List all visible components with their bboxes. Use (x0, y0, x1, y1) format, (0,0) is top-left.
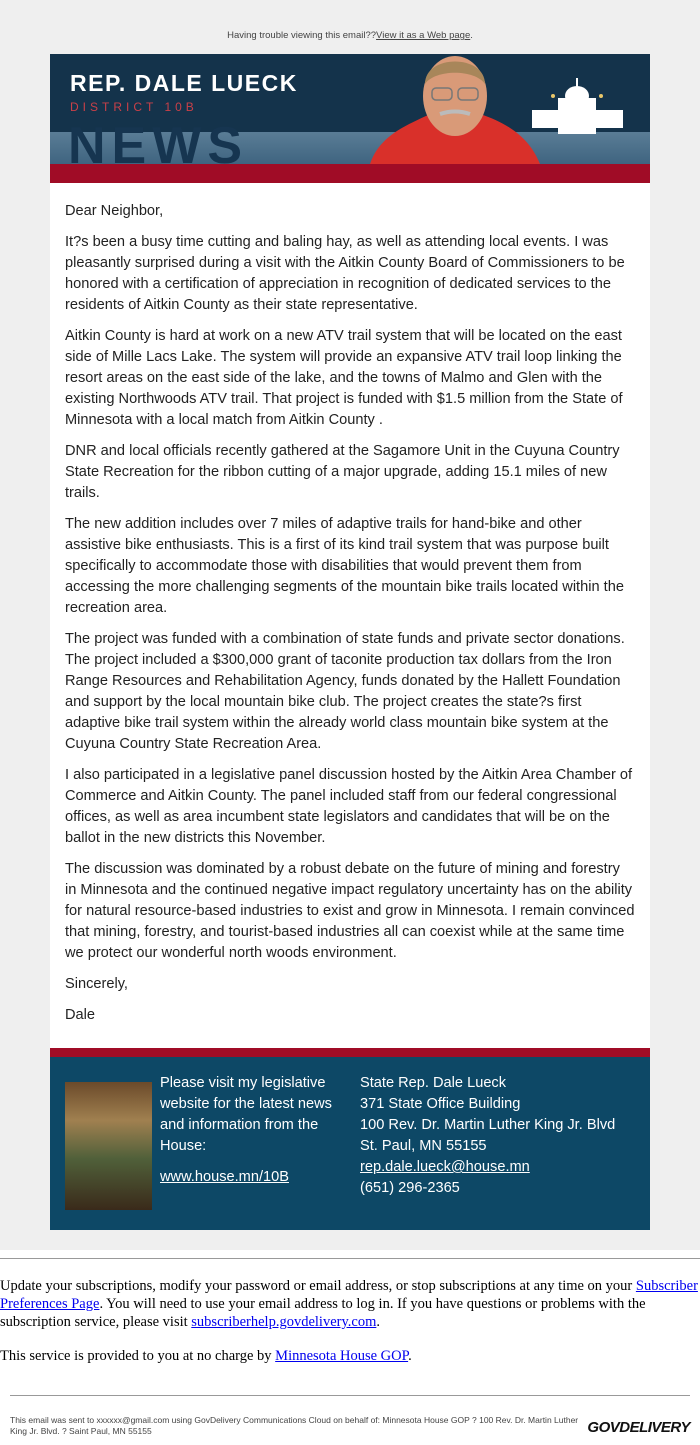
address-line: 100 Rev. Dr. Martin Luther King Jr. Blvd (360, 1117, 616, 1133)
capitol-icon (530, 76, 625, 138)
subscription-footer (0, 1250, 700, 1437)
subscriber-preferences-link[interactable]: Subscriber Preferences Page (0, 1278, 698, 1312)
contact-address (360, 1073, 615, 1210)
newsletter-card (50, 54, 650, 1230)
paragraph: The project was funded with a combination of state funds and private sector donations. The project included a $300,000 grant of taconite production tax dollars from the Iron Range Resources and Rehabilitation Agency, funds donated by the Hallett Foundation and support by the local mountain bike club. The project creates the state?s first adaptive bike trail system within the already world class mountain bike system at the Cuyuna Country State Recreation Area. (65, 631, 625, 752)
text: . You will need to use your email address to log in. If you have questions or problems with the subscription service, please visit (0, 1296, 646, 1330)
govdelivery-logo[interactable]: GOVDELIVERY (587, 1419, 690, 1436)
text: . (376, 1314, 380, 1330)
sent-to-text: This email was sent to xxxxxx@gmail.com using GovDelivery Communications Cloud on behalf of: Minnesota House GOP ? 100 Rev. Dr. Martin Luther King Jr. Blvd. ? Saint Paul, MN 55155 (10, 1415, 579, 1436)
address-line: St. Paul, MN 55155 (360, 1138, 487, 1154)
signature: Dale (65, 1007, 96, 1023)
letter-body (50, 183, 650, 1048)
closing: Sincerely, (65, 976, 128, 992)
text: Update your subscriptions, modify your password or email address, or stop subscriptions at any time on your (0, 1278, 636, 1294)
address-line: State Rep. Dale Lueck (360, 1075, 507, 1091)
preheader-text: Having trouble viewing this email?? (227, 30, 377, 41)
service-text (0, 1347, 700, 1365)
paragraph: It?s been a busy time cutting and baling hay, as well as attending local events. I was pleasantly surprised during a visit with the Aitkin County Board of Commissioners to be honored with a certification of appreciation in recognition of dedicated services to the residents of Aitkin County as their state representative. (65, 234, 625, 313)
email-link[interactable]: rep.dale.lueck@house.mn (360, 1159, 530, 1175)
house-chamber-photo (65, 1082, 152, 1210)
address-line: 371 State Office Building (360, 1096, 521, 1112)
banner-district: DISTRICT 10B (70, 100, 198, 114)
header-red-bar (50, 164, 650, 183)
preheader (0, 30, 700, 54)
subscriber-help-link[interactable]: subscriberhelp.govdelivery.com (191, 1314, 377, 1330)
govdelivery-footer (10, 1395, 690, 1437)
visit-text: Please visit my legislative website for the latest news and information from the House: (160, 1075, 332, 1154)
phone: (651) 296-2365 (360, 1180, 460, 1196)
paragraph: Aitkin County is hard at work on a new ATV trail system that will be located on the east side of Mille Lacs Lake. The system will provide an expansive ATV trail loop linking the resort areas on the east side of the lake, and the towns of Malmo and Glen with the existing Northwoods ATV trail. That project is funded with $1.5 million from the State of Minnesota with a local match from Aitkin County . (65, 328, 623, 428)
banner-title: REP. DALE LUECK (70, 70, 298, 96)
representative-photo (370, 54, 540, 164)
website-link[interactable]: www.house.mn/10B (160, 1169, 289, 1185)
header-banner (50, 54, 650, 164)
contact-footer (50, 1048, 650, 1230)
preheader-end: . (470, 30, 473, 41)
news-wordmark: NEWS (68, 117, 248, 164)
paragraph: DNR and local officials recently gathered at the Sagamore Unit in the Cuyuna Country State Recreation for the ribbon cutting of a major upgrade, adding 15.1 miles of new trails. (65, 443, 620, 501)
paragraph: The discussion was dominated by a robust debate on the future of mining and forestry in Minnesota and the continued negative impact regulatory uncertainty has on the ability for natural resource-based industries to exist and grow in Minnesota. I remain convinced that mining, forestry, and tourist-based industries all can coexist while at the same time we protect our wonderful north woods environment. (65, 861, 635, 961)
website-info (160, 1073, 360, 1210)
text: . (408, 1348, 412, 1364)
greeting: Dear Neighbor, (65, 203, 164, 219)
web-view-link[interactable]: View it as a Web page (376, 30, 471, 41)
paragraph: I also participated in a legislative panel discussion hosted by the Aitkin Area Chamber of Commerce and Aitkin County. The panel included staff from our federal congressional offices, as well as area incumbent state legislators and candidates that will be on the ballot in the new districts this November. (65, 767, 633, 846)
paragraph: The new addition includes over 7 miles of adaptive trails for hand-bike and other assistive bike enthusiasts. This is a first of its kind trail system that was purpose built specifically to accommodate those with disabilities that would prevent them from accessing the more challenging segments of the mountain bike trails located within the recreation area. (65, 516, 624, 616)
subscription-text (0, 1277, 700, 1331)
text: This service is provided to you at no charge by (0, 1348, 276, 1364)
minnesota-house-gop-link[interactable]: Minnesota House GOP (275, 1348, 409, 1364)
